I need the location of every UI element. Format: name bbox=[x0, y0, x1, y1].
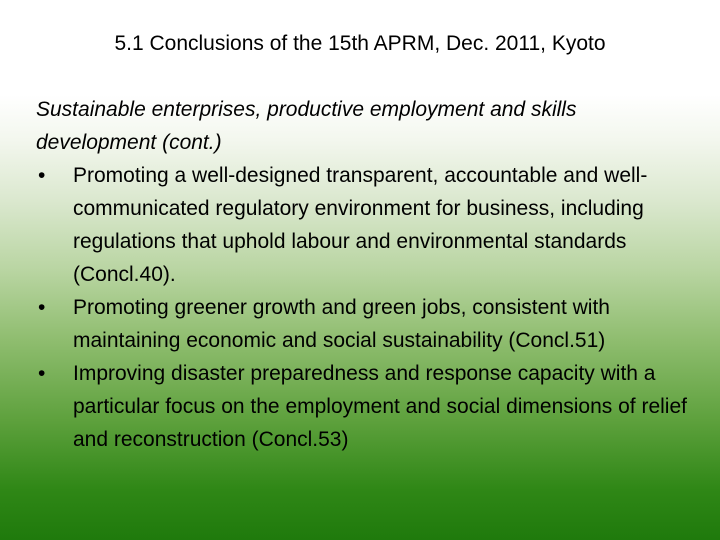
bullet-icon: • bbox=[38, 296, 46, 319]
bullet-item bbox=[36, 357, 706, 456]
slide-subtitle: Sustainable enterprises, productive employment and skills development (cont.) bbox=[36, 98, 577, 154]
bullet-item bbox=[36, 291, 706, 357]
bullet-icon: • bbox=[38, 362, 46, 385]
bullet-list bbox=[36, 159, 706, 456]
bullet-text: Promoting a well-designed transparent, accountable and well-communicated regulatory environment for business, including regulations that uphold labour and environmental standards (Concl.40). bbox=[73, 164, 648, 286]
slide-title: 5.1 Conclusions of the 15th APRM, Dec. 2011, Kyoto bbox=[114, 32, 606, 55]
bullet-text: Improving disaster preparedness and response capacity with a particular focus on the employment and social dimensions of relief and reconstruction (Concl.53) bbox=[73, 362, 687, 451]
bullet-text: Promoting greener growth and green jobs, consistent with maintaining economic and social sustainability (Concl.51) bbox=[73, 296, 610, 352]
bullet-item bbox=[36, 159, 706, 291]
bullet-icon: • bbox=[38, 164, 46, 187]
